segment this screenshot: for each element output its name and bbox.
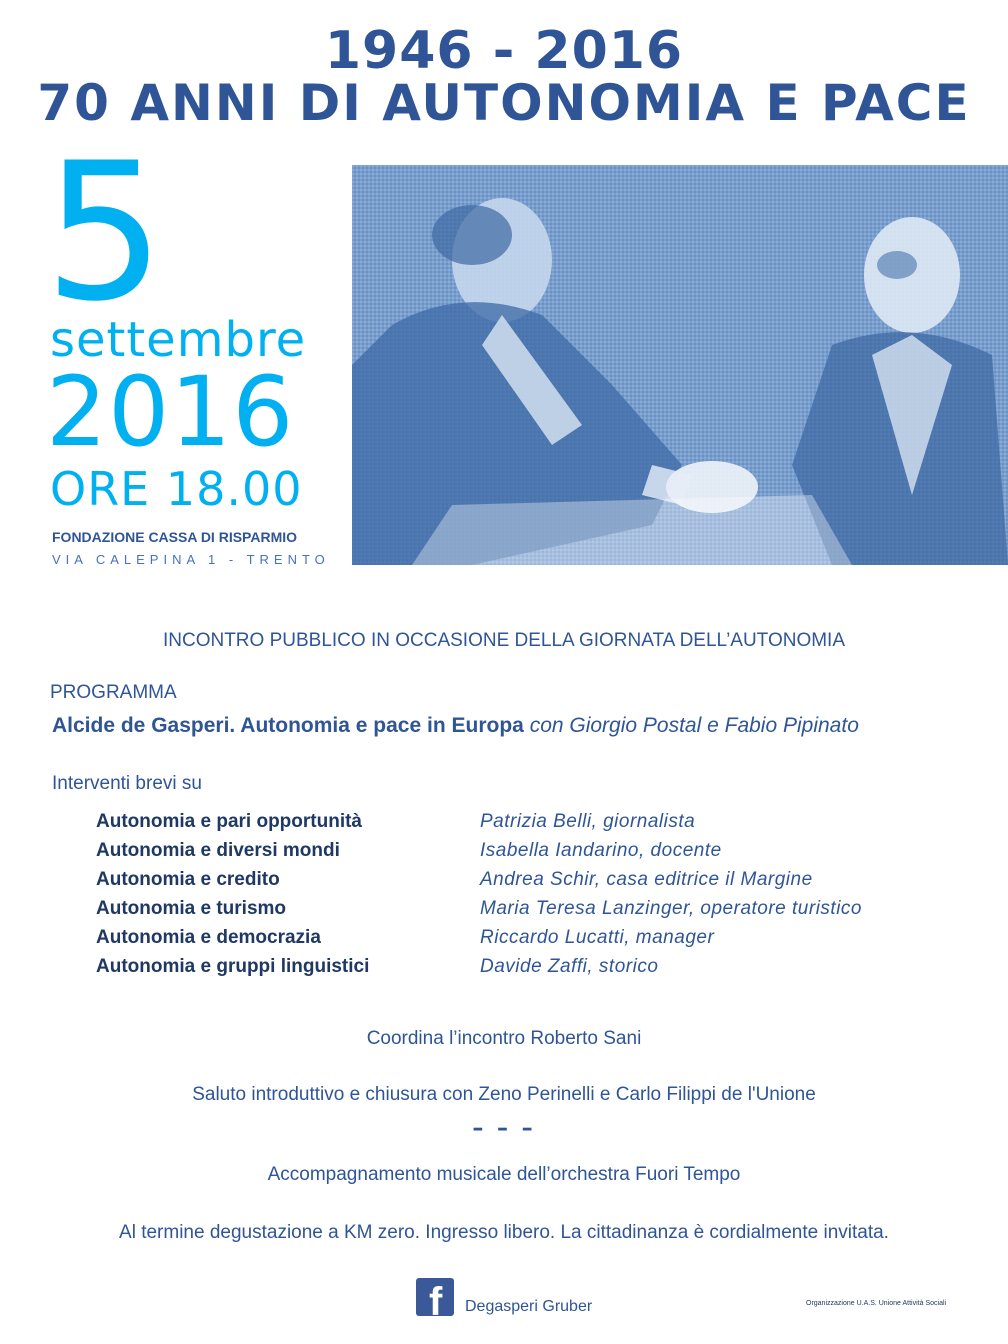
talk-topic: Autonomia e credito (96, 869, 280, 890)
talk-row (96, 898, 956, 927)
program-label: PROGRAMMA (50, 682, 177, 703)
event-time: ORE 18.00 (50, 462, 303, 516)
main-talk (52, 714, 859, 738)
divider: – – – (472, 1116, 536, 1141)
historic-photo-illustration (352, 165, 1008, 565)
interventi-label: Interventi brevi su (52, 773, 202, 794)
event-day: 5 (44, 122, 165, 343)
main-talk-title: Alcide de Gasperi. Autonomia e pace in Europa (52, 714, 524, 737)
talk-speaker: Davide Zaffi, storico (480, 956, 659, 977)
event-occasion: INCONTRO PUBBLICO IN OCCASIONE DELLA GIORNATA DELL’AUTONOMIA (162, 630, 846, 651)
talk-row (96, 869, 956, 898)
talk-speaker: Patrizia Belli, giornalista (480, 811, 696, 832)
main-talk-speakers: con Giorgio Postal e Fabio Pipinato (529, 714, 859, 737)
talk-topic: Autonomia e pari opportunità (96, 811, 362, 832)
header-years: 1946 - 2016 (324, 21, 684, 81)
talk-row (96, 956, 956, 985)
historic-photo (352, 165, 1008, 565)
header-title: 70 ANNI DI AUTONOMIA E PACE (37, 74, 971, 132)
talk-topic: Autonomia e democrazia (96, 927, 321, 948)
talk-speaker: Isabella Iandarino, docente (480, 840, 722, 861)
event-year: 2016 (46, 356, 295, 468)
facebook-page-name[interactable]: Degasperi Gruber (465, 1298, 593, 1315)
closing-line: Al termine degustazione a KM zero. Ingresso libero. La cittadinanza è cordialmente invitata. (119, 1222, 889, 1243)
organizer-credit: Organizzazione U.A.S. Unione Attività Sociali (806, 1300, 947, 1307)
facebook-icon[interactable]: f (416, 1278, 454, 1316)
talk-topic: Autonomia e gruppi linguistici (96, 956, 370, 977)
venue-address: VIA CALEPINA 1 - TRENTO (52, 552, 330, 567)
talk-speaker: Andrea Schir, casa editrice il Margine (480, 869, 813, 890)
talk-speaker: Riccardo Lucatti, manager (480, 927, 715, 948)
talk-row (96, 811, 956, 840)
talk-speaker: Maria Teresa Lanzinger, operatore turistico (480, 898, 862, 919)
coordinator-line: Coordina l’incontro Roberto Sani (366, 1028, 642, 1049)
talk-topic: Autonomia e turismo (96, 898, 287, 919)
talk-topic: Autonomia e diversi mondi (96, 840, 340, 861)
music-line: Accompagnamento musicale dell’orchestra Fuori Tempo (267, 1164, 741, 1185)
event-month: settembre (50, 312, 307, 368)
venue-name: FONDAZIONE CASSA DI RISPARMIO (52, 529, 298, 545)
talk-row (96, 927, 956, 956)
talk-row (96, 840, 956, 869)
talks-list (96, 811, 956, 985)
greeting-line: Saluto introduttivo e chiusura con Zeno Perinelli e Carlo Filippi de l'Unione (192, 1084, 816, 1105)
